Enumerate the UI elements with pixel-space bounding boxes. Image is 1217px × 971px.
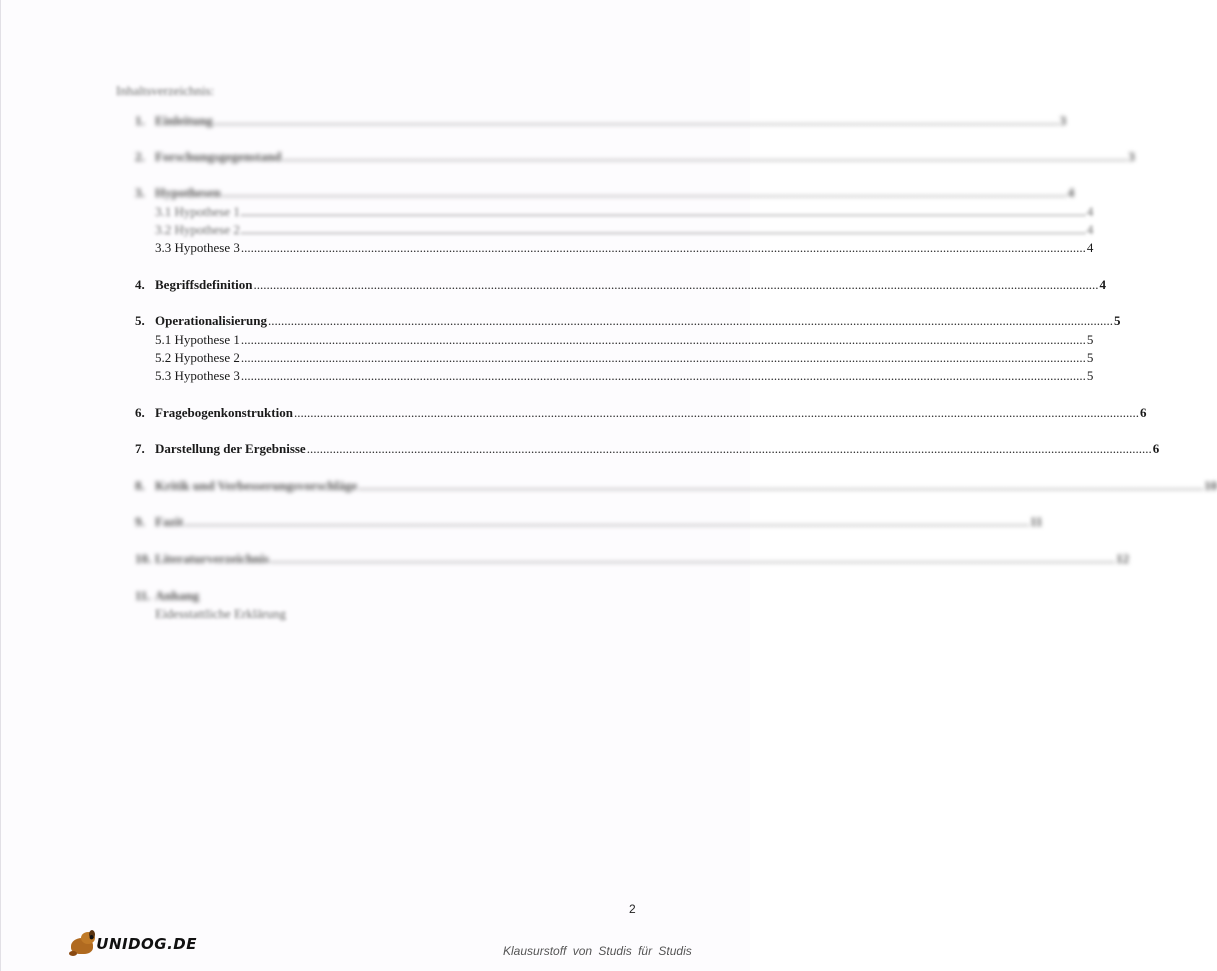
toc-entry-title: 5.2 Hypothese 2 xyxy=(155,350,240,365)
toc-entry-title: Darstellung der Ergebnisse xyxy=(155,441,306,456)
footer-slogan: Klausurstoff von Studis für Studis xyxy=(503,944,692,958)
toc-entry-page: 3 xyxy=(1128,149,1135,164)
toc-entry-number: 8. xyxy=(135,478,145,493)
toc-dot-leader: .................................................................................................................................................................................................................................................................... xyxy=(240,204,1086,219)
toc-dot-leader: .................................................................................................................................................................................................................................................................... xyxy=(240,240,1086,255)
toc-dot-leader: .................................................................................................................................................................................................................................................................... xyxy=(240,350,1086,365)
toc-entry-title: 3.2 Hypothese 2 xyxy=(155,222,240,237)
unidog-logo xyxy=(67,929,197,959)
toc-entry-title: 5.3 Hypothese 3 xyxy=(155,368,240,383)
toc-entry xyxy=(135,185,1075,201)
toc-entry-number: 3. xyxy=(135,185,145,200)
toc-dot-leader: .................................................................................................................................................................................................................................................................... xyxy=(213,113,1059,128)
toc-entry-title: Operationalisierung xyxy=(155,313,267,328)
toc-entry-page: 5 xyxy=(1086,368,1094,383)
toc-entry-number: 2. xyxy=(135,149,145,164)
toc-entry-page: 3 xyxy=(1059,113,1067,128)
toc-dot-leader: .................................................................................................................................................................................................................................................................... xyxy=(270,551,1116,566)
toc-entry-number: 1. xyxy=(135,113,145,128)
toc-dot-leader: .................................................................................................................................................................................................................................................................... xyxy=(221,185,1067,200)
toc-dot-leader: .................................................................................................................................................................................................................................................................... xyxy=(253,277,1099,292)
toc-entry xyxy=(135,405,1147,421)
toc-dot-leader: .................................................................................................................................................................................................................................................................... xyxy=(240,332,1086,347)
toc-dot-leader: .................................................................................................................................................................................................................................................................... xyxy=(282,149,1128,164)
page-number: 2 xyxy=(629,902,636,916)
toc-entry-page: 4 xyxy=(1086,222,1094,237)
toc-entry xyxy=(135,514,1043,530)
toc-subentry xyxy=(155,350,1094,366)
toc-dot-leader: .................................................................................................................................................................................................................................................................... xyxy=(293,405,1139,420)
toc-dot-leader: .................................................................................................................................................................................................................................................................... xyxy=(240,222,1086,237)
toc-dot-leader: .................................................................................................................................................................................................................................................................... xyxy=(267,313,1113,328)
toc-entry-page: 5 xyxy=(1086,332,1094,347)
toc-entry xyxy=(135,588,637,604)
toc-entry-number: 5. xyxy=(135,313,145,328)
toc-entry xyxy=(135,149,1135,165)
toc-entry-number: 4. xyxy=(135,277,145,292)
toc-entry-page: 10 xyxy=(1204,478,1217,493)
toc-entry-title: Fragebogenkonstruktion xyxy=(155,405,293,420)
toc-dot-leader: .................................................................................................................................................................................................................................................................... xyxy=(306,441,1152,456)
toc-subentry xyxy=(155,332,1094,348)
toc-subentry xyxy=(155,240,1094,256)
logo-text: UNIDOG.DE xyxy=(96,935,197,953)
toc-entry xyxy=(135,313,1121,329)
toc-subentry xyxy=(155,368,1094,384)
toc-entry-title: Einleitung xyxy=(155,113,213,128)
toc-entry-title: Kritik und Verbesserungsvorschläge xyxy=(155,478,358,493)
toc-entry-number: 7. xyxy=(135,441,145,456)
toc-entry-page: 12 xyxy=(1116,551,1130,566)
toc-entry xyxy=(135,551,1130,567)
toc-entry-number: 10. xyxy=(135,551,152,566)
toc-entry-page: 5 xyxy=(1113,313,1121,328)
toc-subentry xyxy=(155,222,1094,238)
toc-entry-title: 3.1 Hypothese 1 xyxy=(155,204,240,219)
toc-entry-number: 9. xyxy=(135,514,145,529)
toc-dot-leader: .................................................................................................................................................................................................................................................................... xyxy=(184,514,1030,529)
toc-entry-title: 3.3 Hypothese 3 xyxy=(155,240,240,255)
toc-heading: Inhaltsverzeichnis: xyxy=(116,83,215,98)
toc-entry-page: 6 xyxy=(1152,441,1160,456)
toc-entry xyxy=(135,277,1106,293)
toc-entry-page: 6 xyxy=(1139,405,1147,420)
toc-entry-title: Literaturverzeichnis xyxy=(155,551,270,566)
toc-entry xyxy=(135,113,1067,129)
toc-entry-title: Anhang xyxy=(155,588,200,603)
toc-entry-page: 5 xyxy=(1086,350,1094,365)
toc-dot-leader: .................................................................................................................................................................................................................................................................... xyxy=(240,368,1086,383)
toc-dot-leader: .................................................................................................................................................................................................................................................................... xyxy=(358,478,1204,493)
toc-entry-number: 11. xyxy=(135,588,151,603)
toc-entry-page: 4 xyxy=(1099,277,1106,292)
paw-print-icon: ● xyxy=(88,932,95,942)
toc-entry xyxy=(135,478,1217,494)
toc-entry-title: Begriffsdefinition xyxy=(155,277,253,292)
toc-entry-page: 4 xyxy=(1067,185,1075,200)
toc-entry-title: Fazit xyxy=(155,514,184,529)
toc-entry-title: Hypothesen xyxy=(155,185,221,200)
toc-entry xyxy=(135,441,1160,457)
toc-entry-title: Forschungsgegenstand xyxy=(155,149,282,164)
toc-entry-number: 6. xyxy=(135,405,145,420)
toc-entry-title: 5.1 Hypothese 1 xyxy=(155,332,240,347)
toc-entry-page: 4 xyxy=(1086,240,1094,255)
toc-subentry xyxy=(155,606,637,622)
toc-entry-title: Eidesstattliche Erklärung xyxy=(155,606,287,621)
toc-entry-page: 11 xyxy=(1030,514,1043,529)
toc-subentry xyxy=(155,204,1094,220)
toc-entry-page: 4 xyxy=(1086,204,1094,219)
dog-mascot-icon xyxy=(67,930,91,958)
